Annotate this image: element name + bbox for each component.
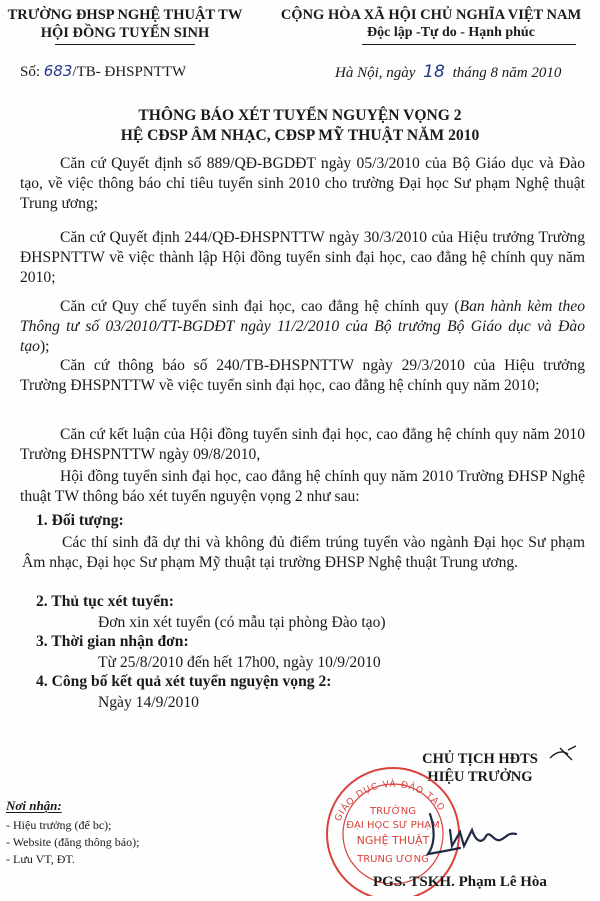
country-name: CỘNG HÒA XÃ HỘI CHỦ NGHĨA VIỆT NAM [280,7,582,23]
flourish-mark [548,744,578,769]
paragraph-decision-244: Căn cứ Quyết định 244/QĐ-ĐHSPNTTW ngày 30/3/2010 của Hiệu trưởng Trường ĐHSPNTTW về việc thành lập Hội đồng tuyển sinh đại học, cao đẳng hệ chính quy năm 2010; [20,229,585,286]
recipient-item: - Hiệu trưởng (để bc); [6,818,112,832]
section-3-content: Từ 25/8/2010 đến hết 17h00, ngày 10/9/2010 [98,654,381,671]
section-4-content: Ngày 14/9/2010 [98,694,199,711]
section-3-heading: 3. Thời gian nhận đơn: [36,633,189,650]
doc-number-suffix: /TB- ĐHSPNTTW [72,64,187,80]
signer-name: PGS. TSKH. Phạm Lê Hòa [373,874,547,890]
svg-text:NGHỆ THUẬT: NGHỆ THUẬT [356,834,430,847]
regulation-text: Căn cứ Quy chế tuyển sinh đại học, cao đẳng hệ chính quy ( [60,298,460,315]
date-suffix: tháng 8 năm 2010 [452,65,562,81]
section-1-content: Các thí sinh đã dự thi và không đủ điểm trúng tuyển vào ngành Đại học Sư phạm Âm nhạc, Đại học Sư phạm Mỹ thuật tại trường ĐHSP Nghệ thuật Trung ương. [22,534,585,571]
doc-number-prefix: Số: [20,64,41,80]
motto: Độc lập -Tự do - Hạnh phúc [367,25,535,40]
national-header [262,6,600,42]
handwritten-signature [420,802,530,867]
date-day: 18 [423,62,445,82]
section-2-content: Đơn xin xét tuyển (có mẫu tại phòng Đào tạo) [98,614,386,631]
svg-text:TRƯỜNG: TRƯỜNG [370,806,416,817]
section-2-heading: 2. Thủ tục xét tuyển: [36,593,174,610]
document-title [0,106,600,146]
paragraph-conclusion: Căn cứ kết luận của Hội đồng tuyển sinh đại học, cao đẳng hệ chính quy năm 2010 Trường ĐHSPNTTW ngày 09/8/2010, [20,426,585,463]
org-name: TRƯỜNG ĐHSP NGHỆ THUẬT TW [7,7,243,23]
signer-title-1: CHỦ TỊCH HĐTS [422,751,538,767]
stamp-rim-text: GIÁO DỤC VÀ ĐÀO TẠO [333,779,447,824]
section-1-heading: 1. Đối tượng: [36,512,124,529]
paragraph-notice-240: Căn cứ thông báo số 240/TB-ĐHSPNTTW ngày 29/3/2010 của Hiệu trưởng Trường ĐHSPNTTW về việc tuyển sinh đại học, cao đẳng hệ chính quy năm 2010; [20,357,585,394]
paragraph-regulation [20,297,585,357]
recipient-item: - Lưu VT, ĐT. [6,852,75,866]
title-line-2: HỆ CĐSP ÂM NHẠC, CĐSP MỸ THUẬT NĂM 2010 [120,127,480,144]
paragraph-announcement: Hội đồng tuyển sinh đại học, cao đẳng hệ chính quy năm 2010 Trường ĐHSP Nghệ thuật TW thông báo xét tuyển nguyện vọng 2 như sau: [20,468,585,505]
recipient-item: - Website (đăng thông báo); [6,835,140,849]
title-line-1: THÔNG BÁO XÉT TUYỂN NGUYỆN VỌNG 2 [138,107,462,124]
paragraph-decision-889: Căn cứ Quyết định số 889/QĐ-BGDĐT ngày 05/3/2010 của Bộ Giáo dục và Đào tạo, về việc thông báo chỉ tiêu tuyển sinh 2010 cho trường Đại học Sư phạm Nghệ thuật Trung ương; [20,155,585,212]
issue-date [335,62,561,82]
org-underline [55,44,195,45]
org-header [0,6,250,42]
section-4-heading: 4. Công bố kết quả xét tuyển nguyện vọng 2: [36,673,332,690]
regulation-end: ); [39,338,50,355]
svg-text:ĐẠI HỌC SƯ PHẠM: ĐẠI HỌC SƯ PHẠM [346,820,440,831]
recipients-list [6,817,139,868]
doc-number-handwritten: 683 [43,62,73,80]
regulation-italic: Ban hành kèm theo Thông tư số 03/2010/TT-BGDĐT ngày 11/2/2010 của Bộ trưởng Bộ Giáo dục và Đào tạo [20,298,586,355]
council-name: HỘI ĐỒNG TUYỂN SINH [40,25,210,41]
signer-title-2: HIỆU TRƯỞNG [427,769,533,785]
svg-text:TRUNG ƯƠNG: TRUNG ƯƠNG [357,854,429,865]
date-prefix: Hà Nội, ngày [335,65,416,81]
recipients-label: Nơi nhận: [6,798,62,813]
doc-number [20,62,186,81]
motto-underline [362,44,576,45]
